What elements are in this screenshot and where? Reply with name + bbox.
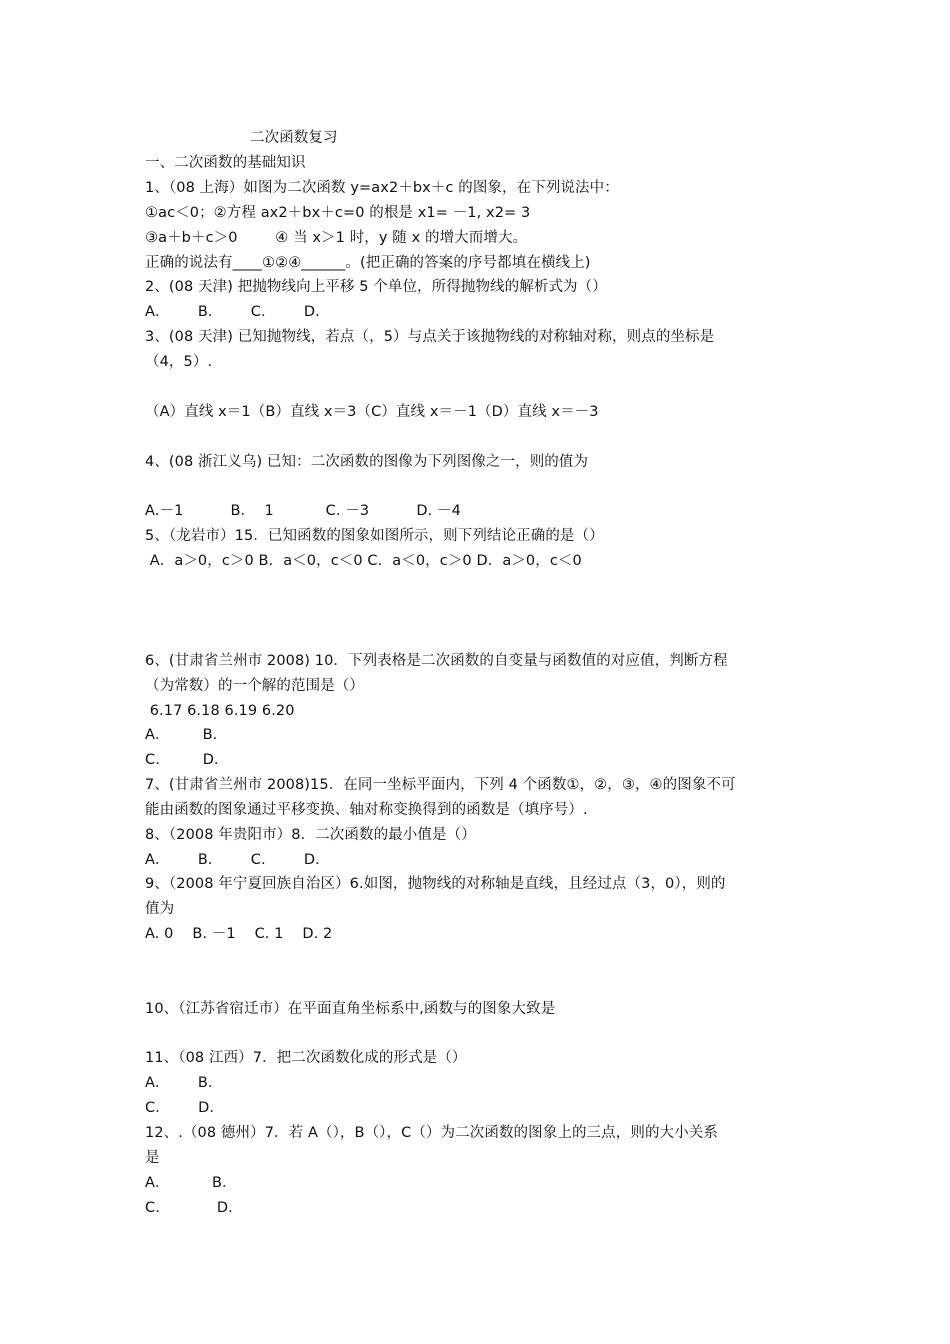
question-6-options-cd: C． D． — [145, 752, 229, 768]
question-2-options: A． B． C． D． — [145, 304, 330, 320]
question-3: 3、(08 天津) 已知抛物线，若点（，5）与点关于该抛物线的对称轴对称，则点的坐标是 — [145, 329, 715, 345]
question-6: 6、(甘肃省兰州市 2008) 10．下列表格是二次函数的自变量与函数值的对应值，判断方程 — [145, 653, 728, 669]
question-9-options: A. 0 B. －1 C. 1 D. 2 — [145, 926, 333, 942]
question-7-cont: 能由函数的图象通过平移变换、轴对称变换得到的函数是（填序号）. — [145, 802, 588, 818]
question-6-options-ab: A． B． — [145, 727, 228, 743]
question-7: 7、(甘肃省兰州市 2008)15．在同一坐标平面内，下列 4 个函数①，②，③，④的图象不可 — [145, 777, 736, 793]
question-12: 12、.（08 德州）7．若 A（），B（），C（）为二次函数的图象上的三点，则的大小关系 — [145, 1125, 718, 1141]
question-4: 4、(08 浙江义乌) 已知：二次函数的图像为下列图像之一，则的值为 — [145, 454, 589, 470]
question-8: 8、（2008 年贵阳市）8．二次函数的最小值是（） — [145, 827, 476, 843]
question-4-options: A.－1 B． 1 C. －3 D. －4 — [145, 503, 461, 519]
question-9-cont: 值为 — [145, 901, 175, 917]
question-5-options: A．a＞0，c＞0 B．a＜0，c＜0 C．a＜0，c＞0 D．a＞0，c＜0 — [145, 553, 582, 569]
question-11: 11、（08 江西）7．把二次函数化成的形式是（） — [145, 1050, 467, 1066]
question-1-statement-a: ①ac＜0；②方程 ax2＋bx＋c=0 的根是 x1= －1, x2= 3 — [145, 205, 531, 221]
section-heading: 一、二次函数的基础知识 — [145, 155, 306, 171]
question-1-statement-b: ③a＋b＋c＞0 ④ 当 x＞1 时，y 随 x 的增大而增大。 — [145, 230, 528, 246]
question-9: 9、（2008 年宁夏回族自治区）6.如图，抛物线的对称轴是直线，且经过点（3，0），则的 — [145, 876, 726, 892]
question-12-options-cd: C． D． — [145, 1200, 243, 1216]
question-2: 2、(08 天津) 把抛物线向上平移 5 个单位，所得抛物线的解析式为（） — [145, 279, 607, 295]
question-8-options: A． B． C． D． — [145, 852, 330, 868]
question-6-cont: （为常数）的一个解的范围是（） — [145, 678, 364, 694]
question-11-options-ab: A． B． — [145, 1075, 223, 1091]
question-12-options-ab: A． B． — [145, 1175, 237, 1191]
question-6-table: 6.17 6.18 6.19 6.20 — [145, 703, 295, 719]
question-11-options-cd: C． D． — [145, 1100, 224, 1116]
question-1: 1、（08 上海）如图为二次函数 y=ax2＋bx＋c 的图象，在下列说法中： — [145, 180, 619, 196]
document-title: 二次函数复习 — [250, 130, 338, 146]
question-10: 10、（江苏省宿迁市）在平面直角坐标系中,函数与的图象大致是 — [145, 1001, 556, 1017]
question-3-cont: （4，5）. — [145, 354, 213, 370]
question-1-answer: 正确的说法有____①②④______。(把正确的答案的序号都填在横线上) — [145, 255, 591, 271]
question-3-options: （A）直线 x＝1（B）直线 x＝3（C）直线 x＝－1（D）直线 x＝－3 — [145, 404, 599, 420]
question-5: 5、（龙岩市）15．已知函数的图象如图所示，则下列结论正确的是（） — [145, 528, 604, 544]
question-12-cont: 是 — [145, 1150, 160, 1166]
